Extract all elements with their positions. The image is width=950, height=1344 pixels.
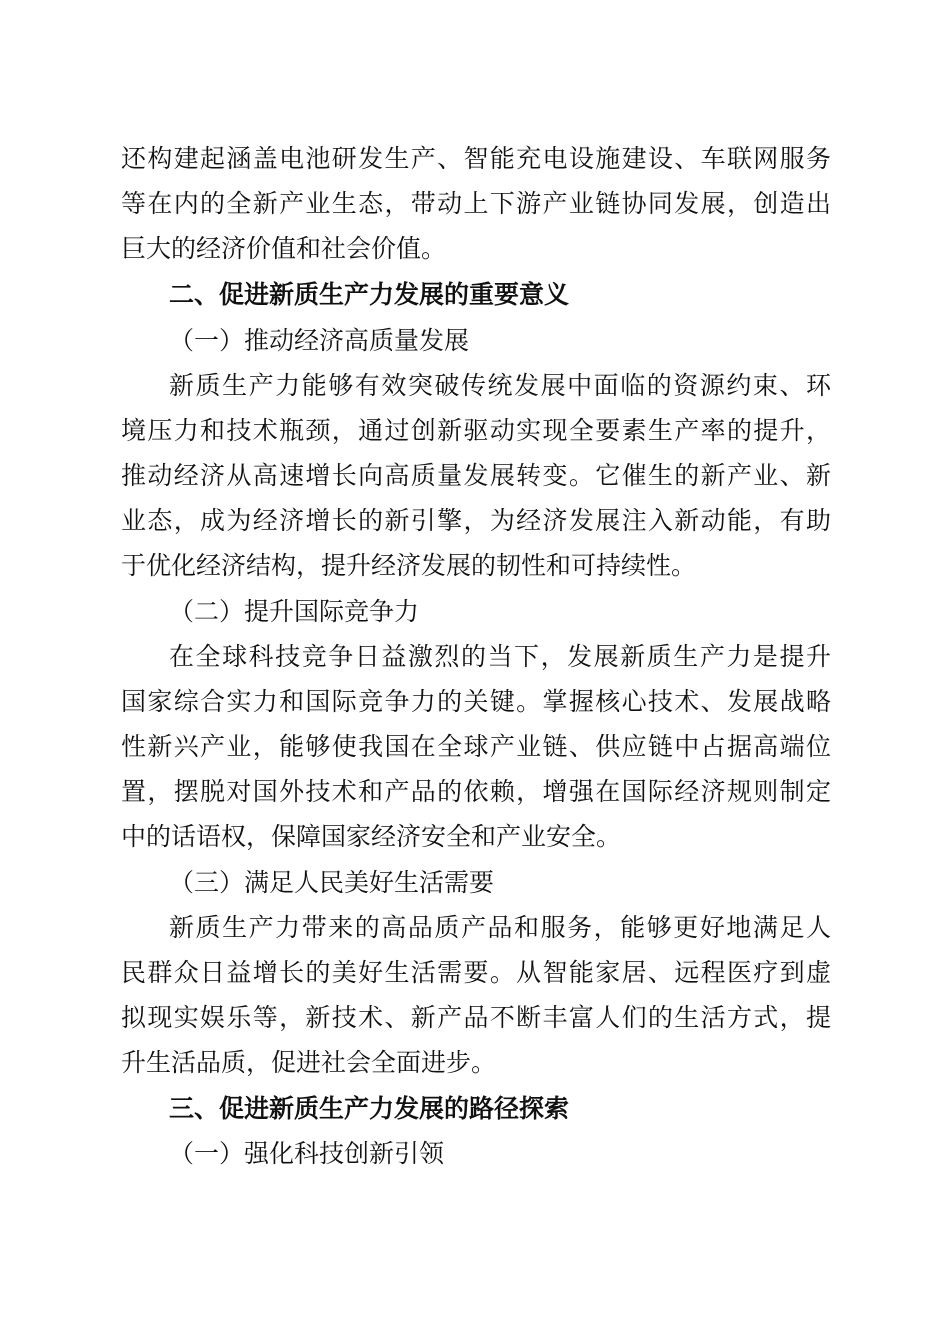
item-two-line-5: 中的话语权，保障国家经济安全和产业安全。 xyxy=(121,822,622,851)
section-two-item-three-title: （三）满足人民美好生活需要 xyxy=(169,868,495,897)
section-three-item-one-title: （一）强化科技创新引领 xyxy=(169,1139,445,1168)
item-two-line-2: 国家综合实力和国际竞争力的关键。掌握核心技术、发展战略 xyxy=(121,687,831,716)
intro-line-3: 巨大的经济价值和社会价值。 xyxy=(121,234,447,263)
section-three-title: 三、促进新质生产力发展的路径探索 xyxy=(169,1094,570,1123)
item-three-line-3: 拟现实娱乐等，新技术、新产品不断丰富人们的生活方式，提 xyxy=(121,1003,831,1032)
item-two-line-4: 置，摆脱对国外技术和产品的依赖，增强在国际经济规则制定 xyxy=(121,777,831,806)
item-one-line-4: 业态，成为经济增长的新引擎，为经济发展注入新动能，有助 xyxy=(121,506,831,535)
intro-line-1: 还构建起涵盖电池研发生产、智能充电设施建设、车联网服务 xyxy=(121,144,831,173)
item-two-line-1: 在全球科技竞争日益激烈的当下，发展新质生产力是提升 xyxy=(169,642,831,671)
item-two-line-3: 性新兴产业，能够使我国在全球产业链、供应链中占据高端位 xyxy=(121,732,831,761)
item-one-line-3: 推动经济从高速增长向高质量发展转变。它催生的新产业、新 xyxy=(121,461,831,490)
intro-line-2: 等在内的全新产业生态，带动上下游产业链协同发展，创造出 xyxy=(121,189,831,218)
section-two-title: 二、促进新质生产力发展的重要意义 xyxy=(169,280,570,309)
section-two-item-one-title: （一）推动经济高质量发展 xyxy=(169,326,470,355)
item-one-line-2: 境压力和技术瓶颈，通过创新驱动实现全要素生产率的提升， xyxy=(121,416,831,445)
item-three-line-4: 升生活品质，促进社会全面进步。 xyxy=(121,1048,497,1077)
item-one-line-5: 于优化经济结构，提升经济发展的韧性和可持续性。 xyxy=(121,551,697,580)
item-three-line-2: 民群众日益增长的美好生活需要。从智能家居、远程医疗到虚 xyxy=(121,958,831,987)
item-one-line-1: 新质生产力能够有效突破传统发展中面临的资源约束、环 xyxy=(169,371,831,400)
item-three-line-1: 新质生产力带来的高品质产品和服务，能够更好地满足人 xyxy=(169,913,831,942)
section-two-item-two-title: （二）提升国际竞争力 xyxy=(169,597,420,626)
